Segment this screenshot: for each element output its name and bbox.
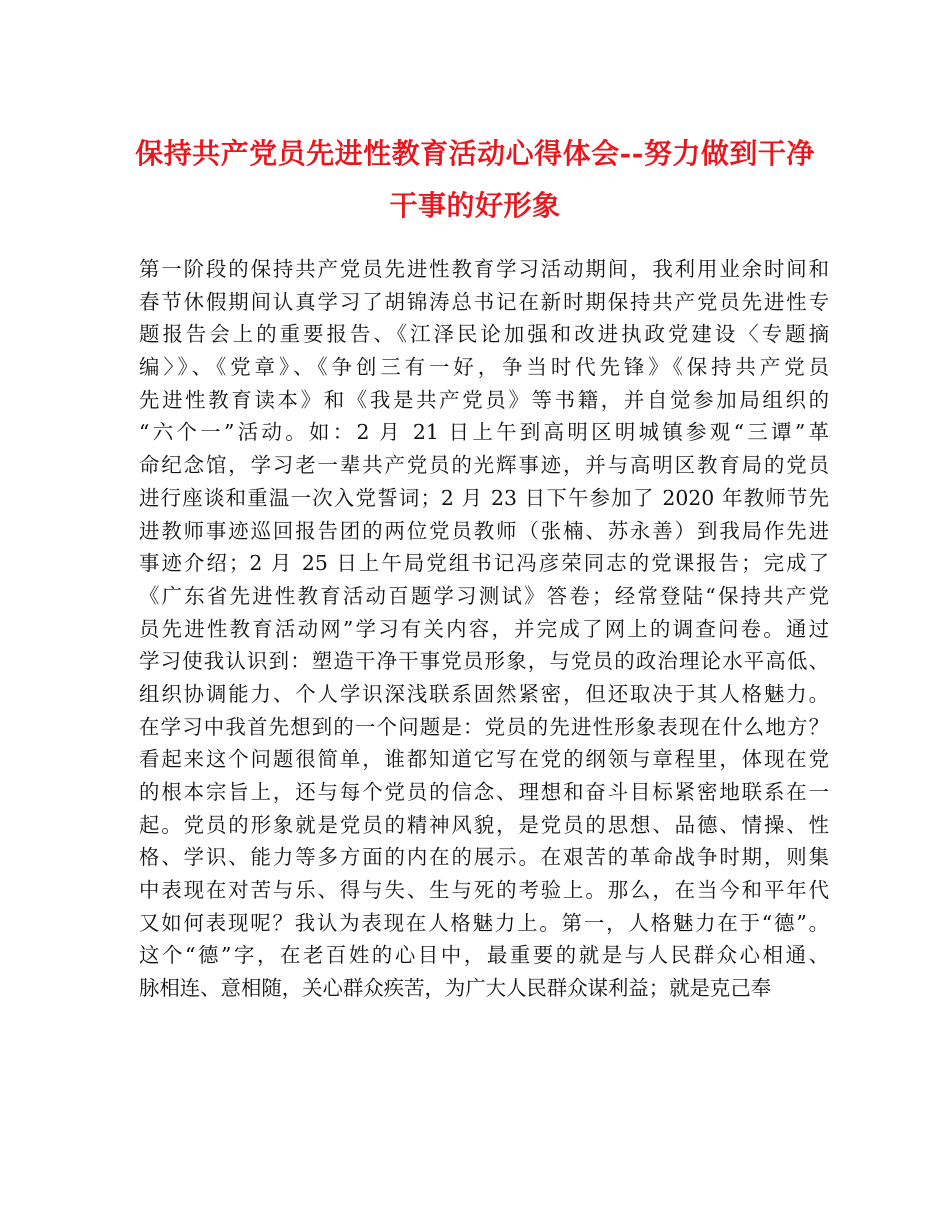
body-line: 格、学识、能力等多方面的内在的展示。在艰苦的革命战争时期，则集	[139, 845, 829, 870]
body-line: 又如何表现呢？我认为表现在人格魅力上。第一，人格魅力在于“德”。	[139, 910, 829, 935]
body-line: 学习使我认识到：塑造干净干事党员形象，与党员的政治理论水平高低、	[139, 649, 829, 674]
body-line: 在学习中我首先想到的一个问题是：党员的先进性形象表现在什么地方？	[139, 714, 829, 739]
body-line: 进教师事迹巡回报告团的两位党员教师（张楠、苏永善）到我局作先进	[139, 518, 829, 543]
body-line: 脉相连、意相随，关心群众疾苦，为广大人民群众谋利益；就是克己奉	[139, 976, 772, 1001]
body-line: “六个一”活动。如：2 月 21 日上午到高明区明城镇参观“三谭”革	[139, 420, 829, 445]
body-line: 进行座谈和重温一次入党誓词；2 月 23 日下午参加了 2020 年教师节先	[139, 485, 829, 510]
title-line-2: 干事的好形象	[389, 189, 561, 222]
body-line: 第一阶段的保持共产党员先进性教育学习活动期间，我利用业余时间和	[139, 257, 829, 281]
body-line: 命纪念馆，学习老一辈共产党员的光辉事迹，并与高明区教育局的党员	[139, 453, 829, 478]
body-line: 编〉》、《党章》、《争创三有一好，争当时代先锋》《保持共产党员	[139, 355, 829, 380]
body-line: 看起来这个问题很简单，谁都知道它写在党的纲领与章程里，体现在党	[139, 747, 829, 772]
body-line: 题报告会上的重要报告、《江泽民论加强和改进执政党建设〈专题摘	[139, 322, 829, 347]
body-line: 起。党员的形象就是党员的精神风貌，是党员的思想、品德、情操、性	[139, 812, 829, 837]
body-line: 的根本宗旨上，还与每个党员的信念、理想和奋斗目标紧密地联系在一	[139, 780, 829, 804]
body-line: 员先进性教育活动网”学习有关内容，并完成了网上的调查问卷。通过	[139, 616, 829, 641]
body-line: 《广东省先进性教育活动百题学习测试》答卷；经常登陆“保持共产党	[139, 583, 829, 608]
document-body	[139, 253, 829, 1005]
body-line: 事迹介绍；2 月 25 日上午局党组书记冯彦荣同志的党课报告；完成了	[139, 551, 829, 576]
body-line: 这个“德”字，在老百姓的心目中，最重要的就是与人民群众心相通、	[139, 943, 829, 968]
title-line-1: 保持共产党员先进性教育活动心得体会--努力做到干净	[135, 137, 815, 170]
body-line: 组织协调能力、个人学识深浅联系固然紧密，但还取决于其人格魅力。	[139, 681, 829, 706]
body-line: 先进性教育读本》和《我是共产党员》等书籍，并自觉参加局组织的	[139, 387, 829, 412]
body-line: 春节休假期间认真学习了胡锦涛总书记在新时期保持共产党员先进性专	[139, 289, 829, 314]
body-line: 中表现在对苦与乐、得与失、生与死的考验上。那么，在当今和平年代	[139, 878, 829, 903]
document-title	[128, 128, 822, 232]
